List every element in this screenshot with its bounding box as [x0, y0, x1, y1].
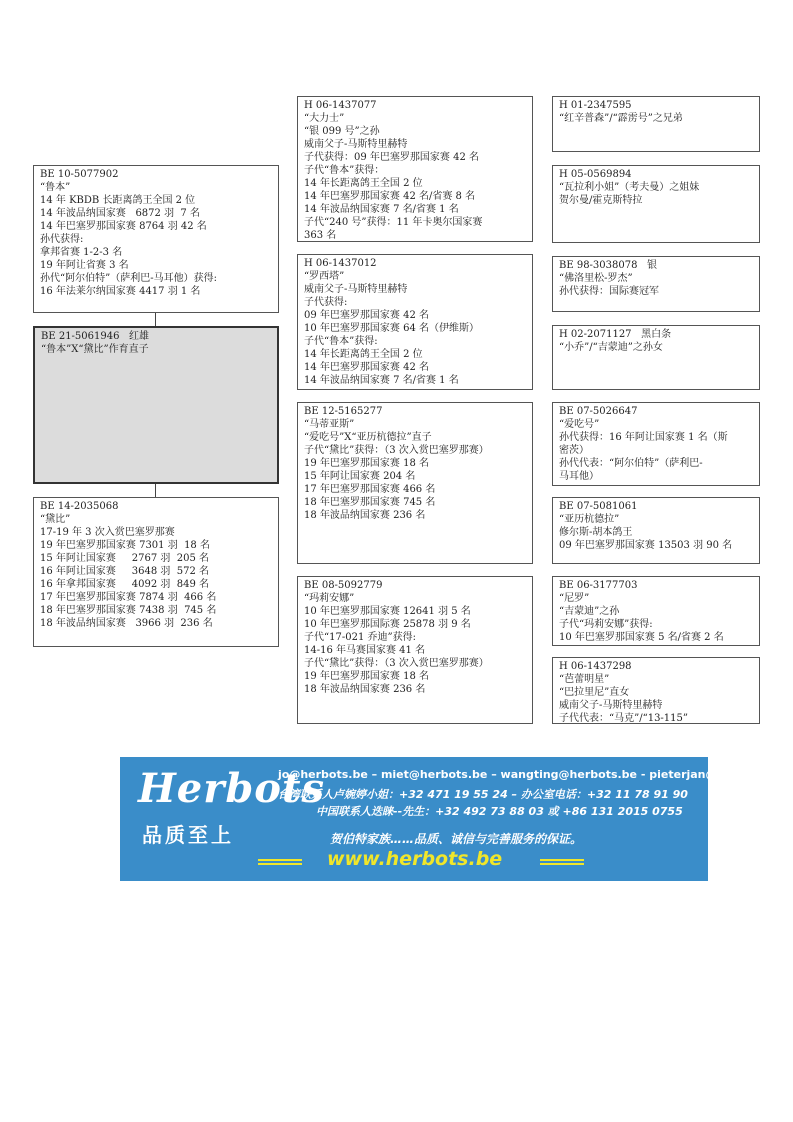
connector-line — [155, 312, 156, 326]
ring-number: H 06-1437298 — [559, 661, 632, 672]
pedigree-text-line: 子代“黛比”获得：（3 次入赏巴塞罗那赛） — [304, 445, 489, 456]
pedigree-text-line: 10 年巴塞罗那国家赛 64 名（伊维斯） — [304, 323, 479, 334]
pedigree-text-line: “黛比” — [40, 514, 71, 525]
ring-number: H 06-1437077 — [304, 100, 377, 111]
pedigree-text-line: 14-16 年马赛国家赛 41 名 — [304, 645, 426, 656]
pedigree-text-line: 子代“鲁本”获得: — [304, 336, 378, 347]
pedigree-text-line: 14 年巴塞罗那国家赛 42 名/省赛 8 名 — [304, 191, 476, 202]
ring-number: BE 10-5077902 — [40, 169, 119, 180]
pedigree-dsd-card — [552, 497, 760, 564]
pedigree-text-line: 18 年巴塞罗那国家赛 745 名 — [304, 497, 436, 508]
pedigree-text-line: 10 年巴塞罗那国家赛 5 名/省赛 2 名 — [559, 632, 724, 643]
pedigree-text-line: 10 年巴塞罗那国际赛 25878 羽 9 名 — [304, 619, 471, 630]
pedigree-text-line: 14 年波品纳国家赛 7 名/省赛 1 名 — [304, 204, 459, 215]
decorative-dash-left — [258, 863, 302, 865]
pedigree-text-line: 16 年法莱尔纳国家赛 4417 羽 1 名 — [40, 286, 201, 297]
pedigree-text-line: 17 年巴塞罗那国家赛 7874 羽 466 名 — [40, 592, 217, 603]
pedigree-text-line: “罗西塔” — [304, 271, 345, 282]
pedigree-text-line: 14 年巴塞罗那国家赛 42 名 — [304, 362, 429, 373]
pedigree-text-line: “爱吃号” — [559, 419, 600, 430]
ring-number: H 02-2071127 黑白条 — [559, 329, 672, 340]
pedigree-text-line: 14 年长距离鸽王全国 2 位 — [304, 178, 423, 189]
pedigree-text-line: 14 年巴塞罗那国家赛 8764 羽 42 名 — [40, 221, 207, 232]
pedigree-text-line: 10 年巴塞罗那国家赛 12641 羽 5 名 — [304, 606, 471, 617]
decorative-dash-left — [258, 859, 302, 861]
ring-number: BE 08-5092779 — [304, 580, 383, 591]
pedigree-ssd-card — [552, 165, 760, 243]
ring-number: H 05-0569894 — [559, 169, 632, 180]
pedigree-text-line: 子代“鲁本”获得： — [304, 165, 385, 176]
pedigree-text-line: 子代获得：09 年巴塞罗那国家赛 42 名 — [304, 152, 479, 163]
pedigree-sire-dam-card — [297, 254, 533, 390]
pedigree-text-line: “佛洛里松-罗杰” — [559, 273, 633, 284]
pedigree-text-line: “吉蒙迪”之孙 — [559, 606, 620, 617]
pedigree-text-line: “大力士” — [304, 113, 345, 124]
pedigree-text-line: 子代代表：“马克”/“13-115” — [559, 713, 689, 724]
pedigree-text-line: 15 年阿让国家赛 204 名 — [304, 471, 416, 482]
pedigree-text-line: “芭蕾明星” — [559, 674, 610, 685]
pedigree-text-line: “银 099 号”之孙 — [304, 126, 380, 137]
banner-phone-china: 中国联系人迭睐--先生：+32 492 73 88 03 或 +86 131 2015 0755 — [316, 805, 683, 818]
ring-number: BE 14-2035068 — [40, 501, 119, 512]
pedigree-text-line: 363 名 — [304, 230, 337, 241]
banner-email-list[interactable]: jo@herbots.be – miet@herbots.be – wangting@herbots.be - pieterjan@herbots.be — [278, 768, 784, 781]
pedigree-text-line: 19 年阿让省赛 3 名 — [40, 260, 129, 271]
pedigree-text-line: 14 年长距离鸽王全国 2 位 — [304, 349, 423, 360]
pedigree-text-line: 孙代代表：“阿尔伯特”（萨利巴- — [559, 458, 703, 469]
ring-number: BE 07-5026647 — [559, 406, 638, 417]
pedigree-text-line: “尼罗” — [559, 593, 590, 604]
pedigree-text-line: 孙代获得: — [40, 234, 84, 245]
pedigree-text-line: “玛莉安娜” — [304, 593, 355, 604]
pedigree-text-line: 18 年波品纳国家赛 3966 羽 236 名 — [40, 618, 213, 629]
pedigree-text-line: 子代“17-021 乔迪”获得: — [304, 632, 416, 643]
pedigree-text-line: “鲁本” — [40, 182, 71, 193]
pedigree-text-line: 子代获得: — [304, 297, 348, 308]
pedigree-text-line: “爱吃号”X“亚历杭德拉”直子 — [304, 432, 432, 443]
pedigree-text-line: 17 年巴塞罗那国家赛 466 名 — [304, 484, 436, 495]
banner-phone-primary: 台湾联系人卢婉婷小姐：+32 471 19 55 24 – 办公室电话：+32 11 78 91 90 — [278, 788, 688, 801]
ring-number: BE 06-3177703 — [559, 580, 638, 591]
pedigree-dam-sire-card — [297, 402, 533, 564]
herbots-logo: Herbots — [138, 765, 325, 812]
pedigree-dss-card — [552, 402, 760, 486]
banner-slogan: 品质至上 — [142, 823, 234, 847]
pedigree-text-line: 拿邦省赛 1-2-3 名 — [40, 247, 123, 258]
ring-number: H 01-2347595 — [559, 100, 632, 111]
pedigree-text-line: “亚历杭德拉” — [559, 514, 620, 525]
pedigree-text-line: “巴拉里尼”直女 — [559, 687, 630, 698]
pedigree-text-line: 密茨） — [559, 445, 589, 456]
pedigree-text-line: 威南父子-马斯特里赫特 — [304, 139, 408, 150]
pedigree-text-line: 16 年阿让国家赛 3648 羽 572 名 — [40, 566, 210, 577]
banner-tagline: 贺伯特家族……品质、诚信与完善服务的保证。 — [330, 832, 583, 846]
pedigree-text-line: 子代“黛比”获得：（3 次入赏巴塞罗那赛） — [304, 658, 489, 669]
pedigree-text-line: 子代“240 号”获得：11 年卡奥尔国家赛 — [304, 217, 483, 228]
decorative-dash-right — [540, 859, 584, 861]
pedigree-text-line: “瓦拉利小姐”（考夫曼）之姐妹 — [559, 182, 700, 193]
banner-website-link[interactable]: www.herbots.be — [327, 848, 503, 870]
pedigree-text-line: 15 年阿让国家赛 2767 羽 205 名 — [40, 553, 210, 564]
ring-number: BE 07-5081061 — [559, 501, 638, 512]
pedigree-text-line: 修尔斯-胡本鸽王 — [559, 527, 633, 538]
pedigree-text-line: 贺尔曼/霍克斯特拉 — [559, 195, 643, 206]
pedigree-dds-card — [552, 576, 760, 646]
pedigree-text-line: 孙代“阿尔伯特”（萨利巴-马耳他）获得: — [40, 273, 217, 284]
pedigree-text-line: 马耳他） — [559, 471, 599, 482]
ring-number: BE 12-5165277 — [304, 406, 383, 417]
pedigree-text-line: 14 年 KBDB 长距离鸽王全国 2 位 — [40, 195, 196, 206]
pedigree-text-line: 18 年巴塞罗那国家赛 7438 羽 745 名 — [40, 605, 217, 616]
pedigree-text-line: 14 年波品纳国家赛 6872 羽 7 名 — [40, 208, 200, 219]
pedigree-text-line: 19 年巴塞罗那国家赛 18 名 — [304, 458, 429, 469]
pedigree-sire-sire-card — [297, 96, 533, 242]
pedigree-text-line: 18 年波品纳国家赛 236 名 — [304, 684, 426, 695]
pedigree-text-line: 孙代获得：国际赛冠军 — [559, 286, 659, 297]
pedigree-dam-dam-card — [297, 576, 533, 724]
pedigree-text-line: 19 年巴塞罗那国家赛 18 名 — [304, 671, 429, 682]
pedigree-text-line: 14 年波品纳国家赛 7 名/省赛 1 名 — [304, 375, 459, 386]
pedigree-text-line: 威南父子-马斯特里赫特 — [304, 284, 408, 295]
pedigree-text-line: “红辛普森”/“霹雳号”之兄弟 — [559, 113, 683, 124]
pedigree-ddd-card — [552, 657, 760, 724]
pedigree-text-line: “小乔”/“吉蒙迪”之孙女 — [559, 342, 663, 353]
pedigree-text-line: 17-19 年 3 次入赏巴塞罗那赛 — [40, 527, 175, 538]
ring-number: BE 98-3038078 银 — [559, 260, 658, 271]
pedigree-text-line: 09 年巴塞罗那国家赛 42 名 — [304, 310, 429, 321]
pedigree-text-line: 16 年拿邦国家赛 4092 羽 849 名 — [40, 579, 210, 590]
pedigree-text-line: “马蒂亚斯” — [304, 419, 355, 430]
pedigree-text-line: 孙代获得：16 年阿让国家赛 1 名（斯 — [559, 432, 728, 443]
pedigree-text-line: 18 年波品纳国家赛 236 名 — [304, 510, 426, 521]
pedigree-text-line: 子代“玛莉安娜”获得: — [559, 619, 653, 630]
ring-number: H 06-1437012 — [304, 258, 377, 269]
ring-number: BE 21-5061946 红雄 — [41, 331, 150, 342]
pedigree-sire-card — [33, 165, 279, 313]
pedigree-text-line: “鲁本”X“黛比”作育直子 — [41, 344, 149, 355]
pedigree-text-line: 威南父子-马斯特里赫特 — [559, 700, 663, 711]
pedigree-sss-card — [552, 96, 760, 152]
herbots-contact-banner — [120, 757, 784, 881]
pedigree-sds-card — [552, 256, 760, 312]
pedigree-subject-card — [33, 326, 279, 484]
pedigree-text-line: 19 年巴塞罗那国家赛 7301 羽 18 名 — [40, 540, 210, 551]
pedigree-dam-card — [33, 497, 279, 647]
pedigree-text-line: 09 年巴塞罗那国家赛 13503 羽 90 名 — [559, 540, 733, 551]
connector-line — [155, 484, 156, 498]
decorative-dash-right — [540, 863, 584, 865]
pedigree-sdd-card — [552, 325, 760, 390]
